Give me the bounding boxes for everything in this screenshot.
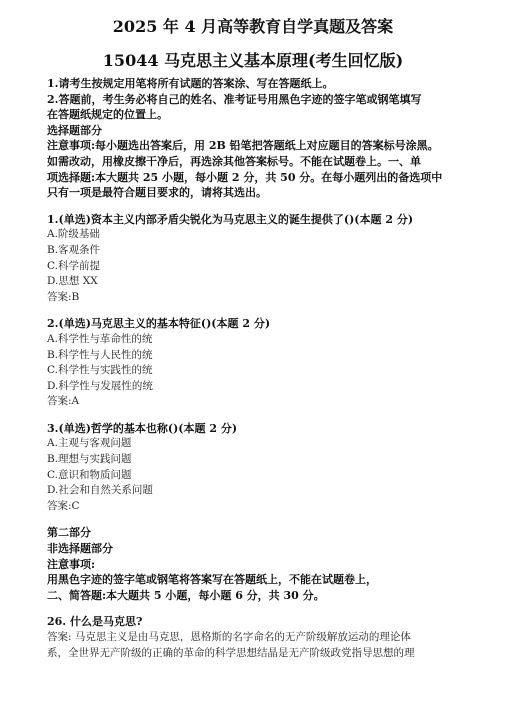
question-option: D.科学性与发展性的统 xyxy=(47,379,153,392)
question-answer: 答案:C xyxy=(47,499,80,512)
question-option: D.思想 XX xyxy=(47,275,98,288)
question-option: B.理想与实践问题 xyxy=(47,453,132,466)
question-option: B.客观条件 xyxy=(47,243,101,256)
question-1 xyxy=(47,212,467,306)
question-stem: 26. 什么是马克思? xyxy=(47,615,143,629)
document-body xyxy=(47,76,467,661)
question-option: A.科学性与革命性的统 xyxy=(47,332,153,345)
question-stem: 1.(单选)资本主义内部矛盾尖锐化为马克思主义的诞生提供了()(本题 2 分) xyxy=(47,212,414,226)
section-label: 选择题部分 xyxy=(47,123,102,137)
question-2 xyxy=(47,316,467,410)
part-two-block xyxy=(47,525,467,603)
note-title: 注意事项: xyxy=(47,557,96,571)
question-stem: 3.(单选)哲学的基本也称()(本题 2 分) xyxy=(47,421,238,435)
note-line: 如需改动，用橡皮擦干净后，再选涂其他答案标号。不能在试题卷上。一、单 xyxy=(47,154,421,168)
question-option: B.科学性与人民性的统 xyxy=(47,348,153,361)
instructions-block xyxy=(47,76,467,201)
note-line: 只有一项是最符合题目要求的，请将其选出。 xyxy=(47,186,267,200)
question-option: A.主观与客观问题 xyxy=(47,437,132,450)
part-heading: 第二部分 xyxy=(47,526,91,540)
question-option: C.科学前提 xyxy=(47,259,100,272)
document-title: 2025 年 4 月高等教育自学真题及答案 xyxy=(112,17,394,36)
note-line: 注意事项:每小题选出答案后，用 2B 铅笔把答题纸上对应题目的答案标号涂黑。 xyxy=(47,139,439,153)
question-option: C.科学性与实践性的统 xyxy=(47,364,153,377)
question-answer: 答案:A xyxy=(47,395,80,408)
question-option: D.社会和自然关系问题 xyxy=(47,484,153,497)
question-option: A.阶级基础 xyxy=(47,228,100,241)
part-label: 非选择题部分 xyxy=(47,542,113,556)
question-stem: 2.(单选)马克思主义的基本特征()(本题 2 分) xyxy=(47,317,271,331)
question-answer: 答案:B xyxy=(47,290,80,303)
question-option: C.意识和物质问题 xyxy=(47,468,132,481)
document-subtitle: 15044 马克思主义基本原理(考生回忆版) xyxy=(102,51,404,70)
question-3 xyxy=(47,421,467,515)
instruction-line: 2.答题前，考生务必将自己的姓名、准考证号用黑色字迹的签字笔或钢笔填写 xyxy=(47,92,422,106)
instruction-line: 1.请考生按规定用笔将所有试题的答案涂、写在答题纸上。 xyxy=(47,77,334,90)
answer-line: 答案: 马克思主义是由马克思，恩格斯的名字命名的无产阶级解放运动的理论体 xyxy=(47,631,411,643)
instruction-line: 在答题纸规定的位置上。 xyxy=(47,108,168,122)
answer-line: 系，全世界无产阶级的正确的革命的科学思想结晶是无产阶级政党指导思想的理 xyxy=(47,646,415,659)
note-line: 用黑色字迹的签字笔或钢笔将答案写在答题纸上，不能在试题卷上， xyxy=(47,573,377,587)
note-line: 项选择题:本大题共 25 小题，每小题 2 分，共 50 分。在每小题列出的备选项中 xyxy=(47,170,443,184)
question-26 xyxy=(47,614,467,661)
section-line: 二、简答题:本大题共 5 小题，每小题 6 分，共 30 分。 xyxy=(47,588,325,602)
